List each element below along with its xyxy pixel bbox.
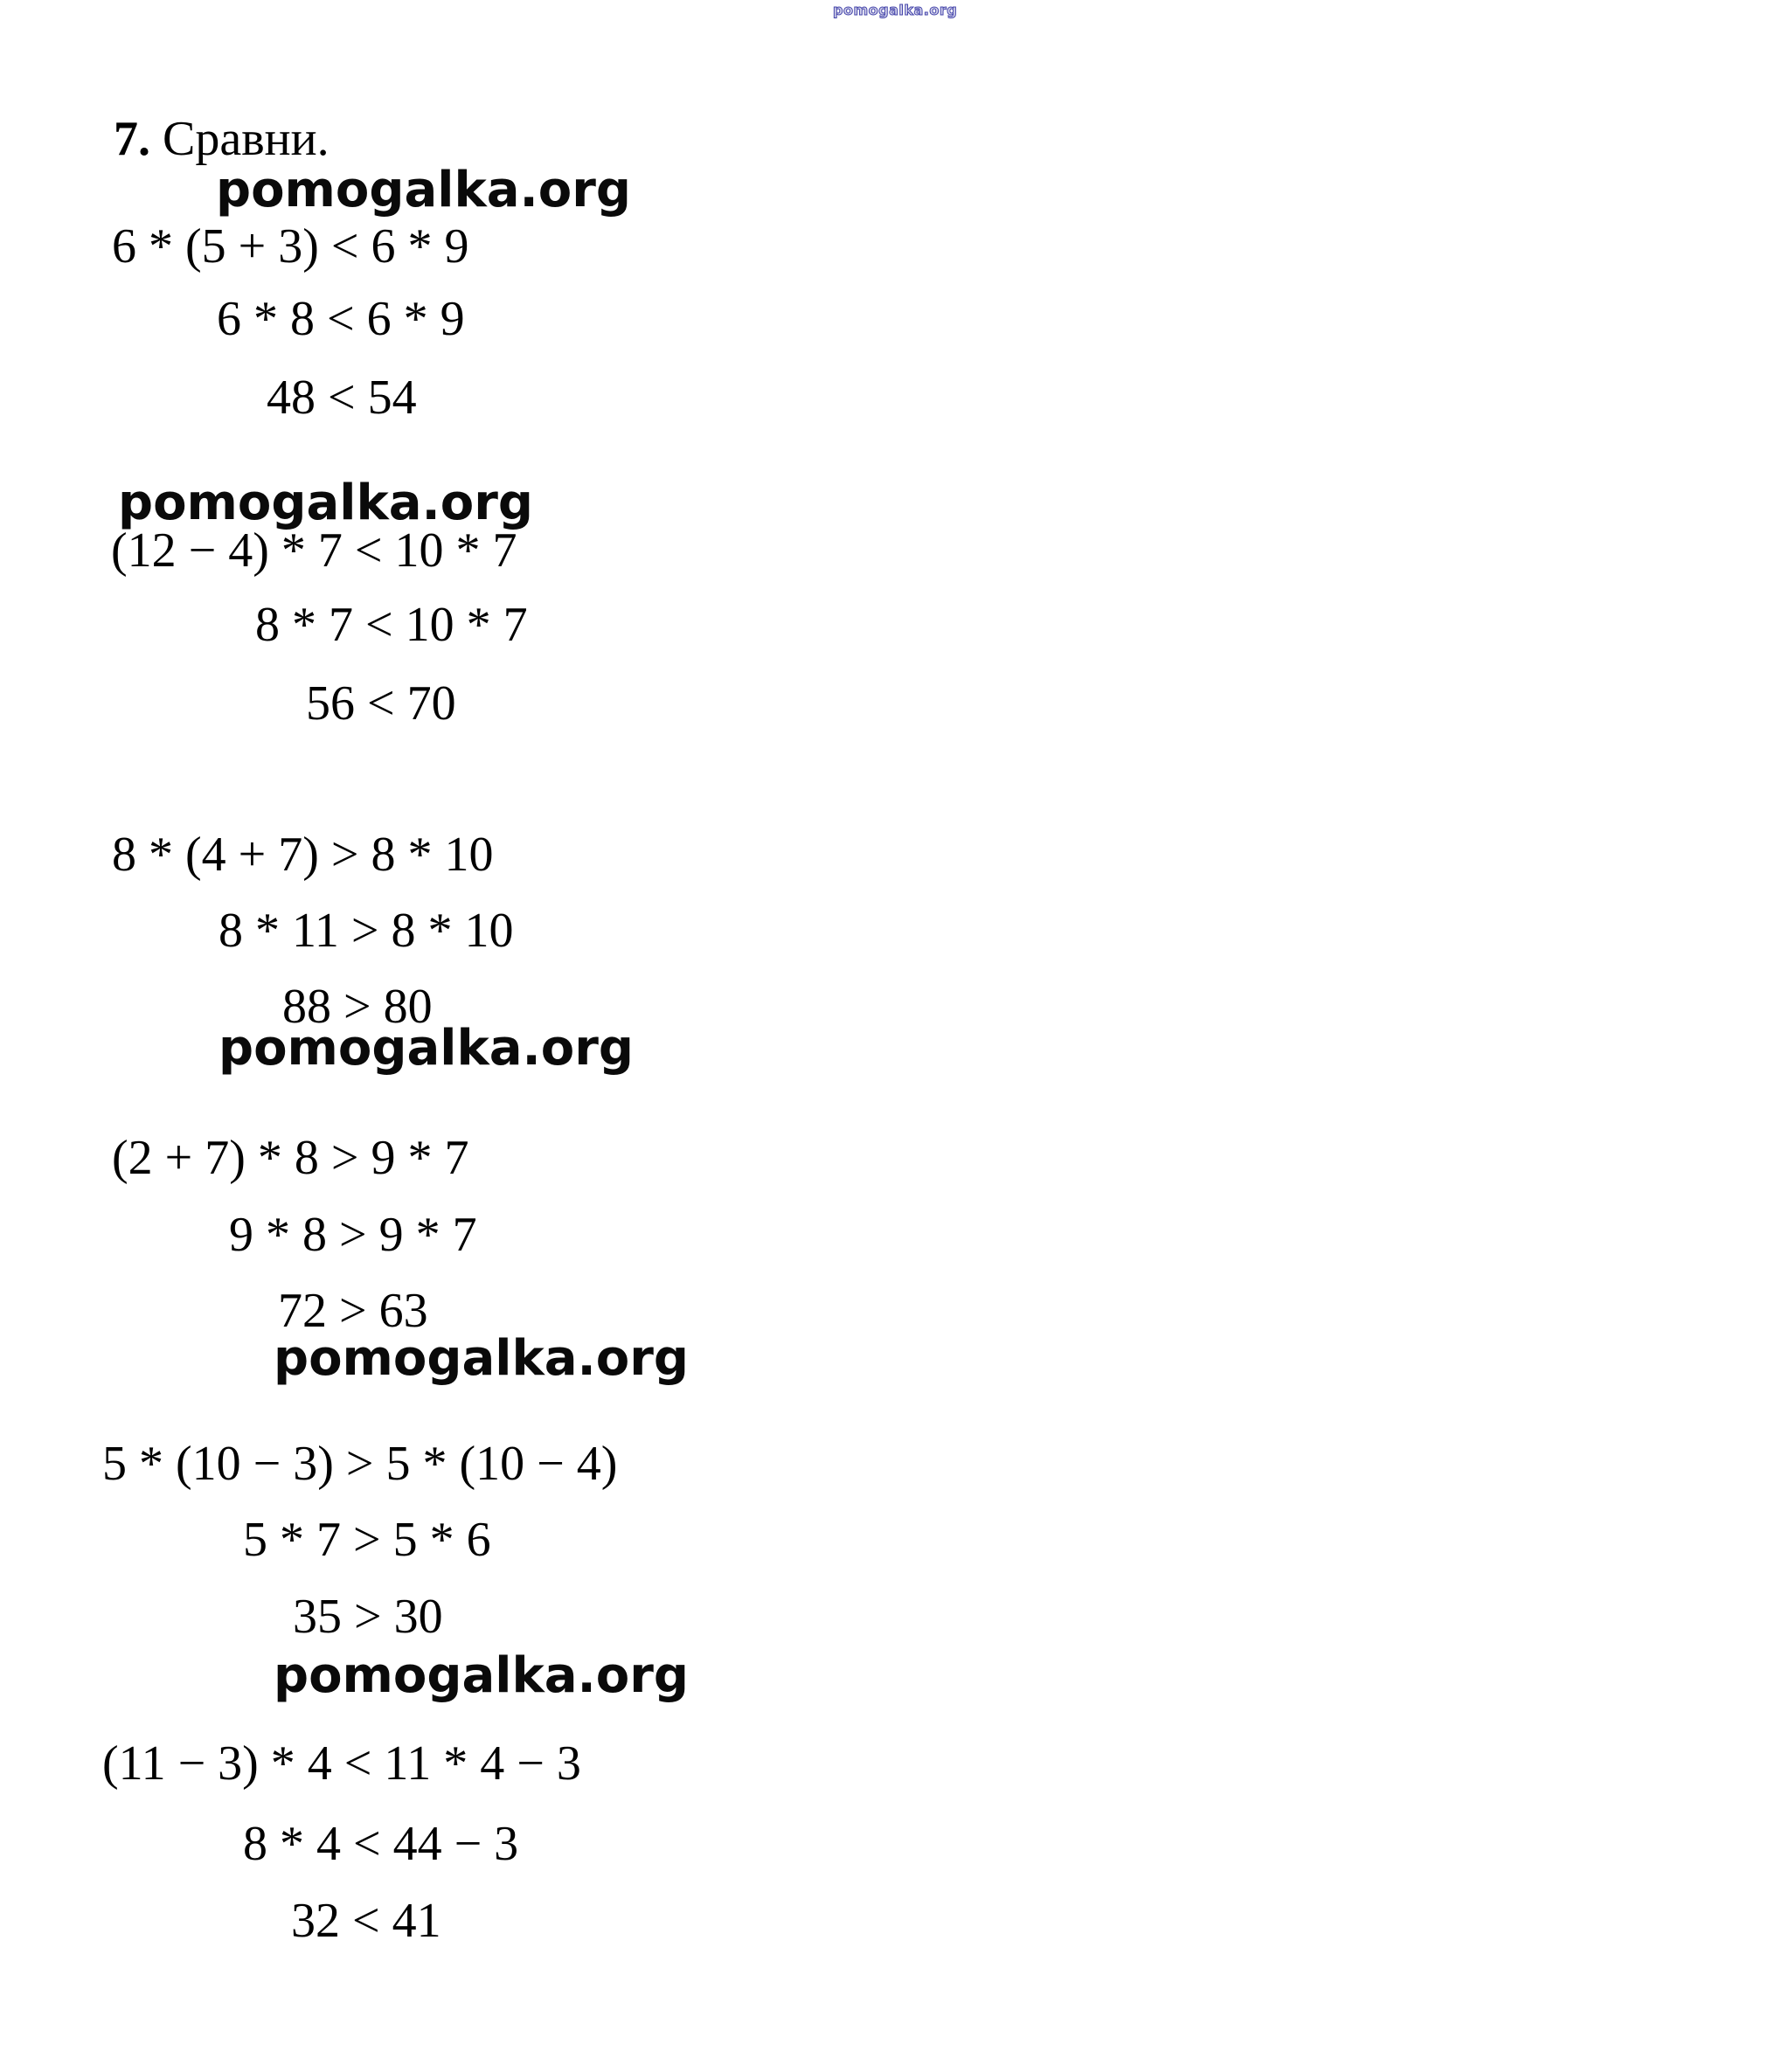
watermark: pomogalka.org: [219, 1020, 634, 1077]
equation-line: 32 < 41: [291, 1894, 441, 1948]
equation-line: (11 − 3) * 4 < 11 * 4 − 3: [102, 1736, 581, 1791]
equation-line: 6 * (5 + 3) < 6 * 9: [112, 219, 469, 274]
equation-line: 8 * 7 < 10 * 7: [255, 598, 528, 652]
site-watermark-top: pomogalka.org: [833, 2, 958, 18]
equation-line: 6 * 8 < 6 * 9: [217, 292, 465, 346]
equation-line: 8 * 11 > 8 * 10: [219, 904, 514, 958]
equation-line: (2 + 7) * 8 > 9 * 7: [112, 1131, 469, 1185]
equation-line: 9 * 8 > 9 * 7: [229, 1208, 477, 1262]
watermark: pomogalka.org: [216, 162, 631, 218]
exercise-number: 7.: [114, 112, 150, 166]
watermark: pomogalka.org: [118, 475, 533, 531]
equation-line: (12 − 4) * 7 < 10 * 7: [111, 523, 517, 578]
equation-line: 56 < 70: [306, 676, 456, 731]
watermark: pomogalka.org: [274, 1647, 689, 1704]
watermark: pomogalka.org: [274, 1330, 689, 1387]
equation-line: 8 * (4 + 7) > 8 * 10: [112, 828, 494, 882]
equation-line: 8 * 4 < 44 − 3: [243, 1817, 519, 1871]
equation-line: 72 > 63: [278, 1284, 428, 1338]
equation-line: 5 * 7 > 5 * 6: [243, 1513, 491, 1567]
equation-line: 48 < 54: [267, 371, 417, 425]
equation-line: 35 > 30: [293, 1590, 443, 1644]
exercise-title: Сравни.: [150, 112, 330, 166]
exercise-heading: [114, 112, 330, 166]
equation-line: 5 * (10 − 3) > 5 * (10 − 4): [102, 1437, 618, 1491]
equation-line: 88 > 80: [282, 980, 433, 1034]
